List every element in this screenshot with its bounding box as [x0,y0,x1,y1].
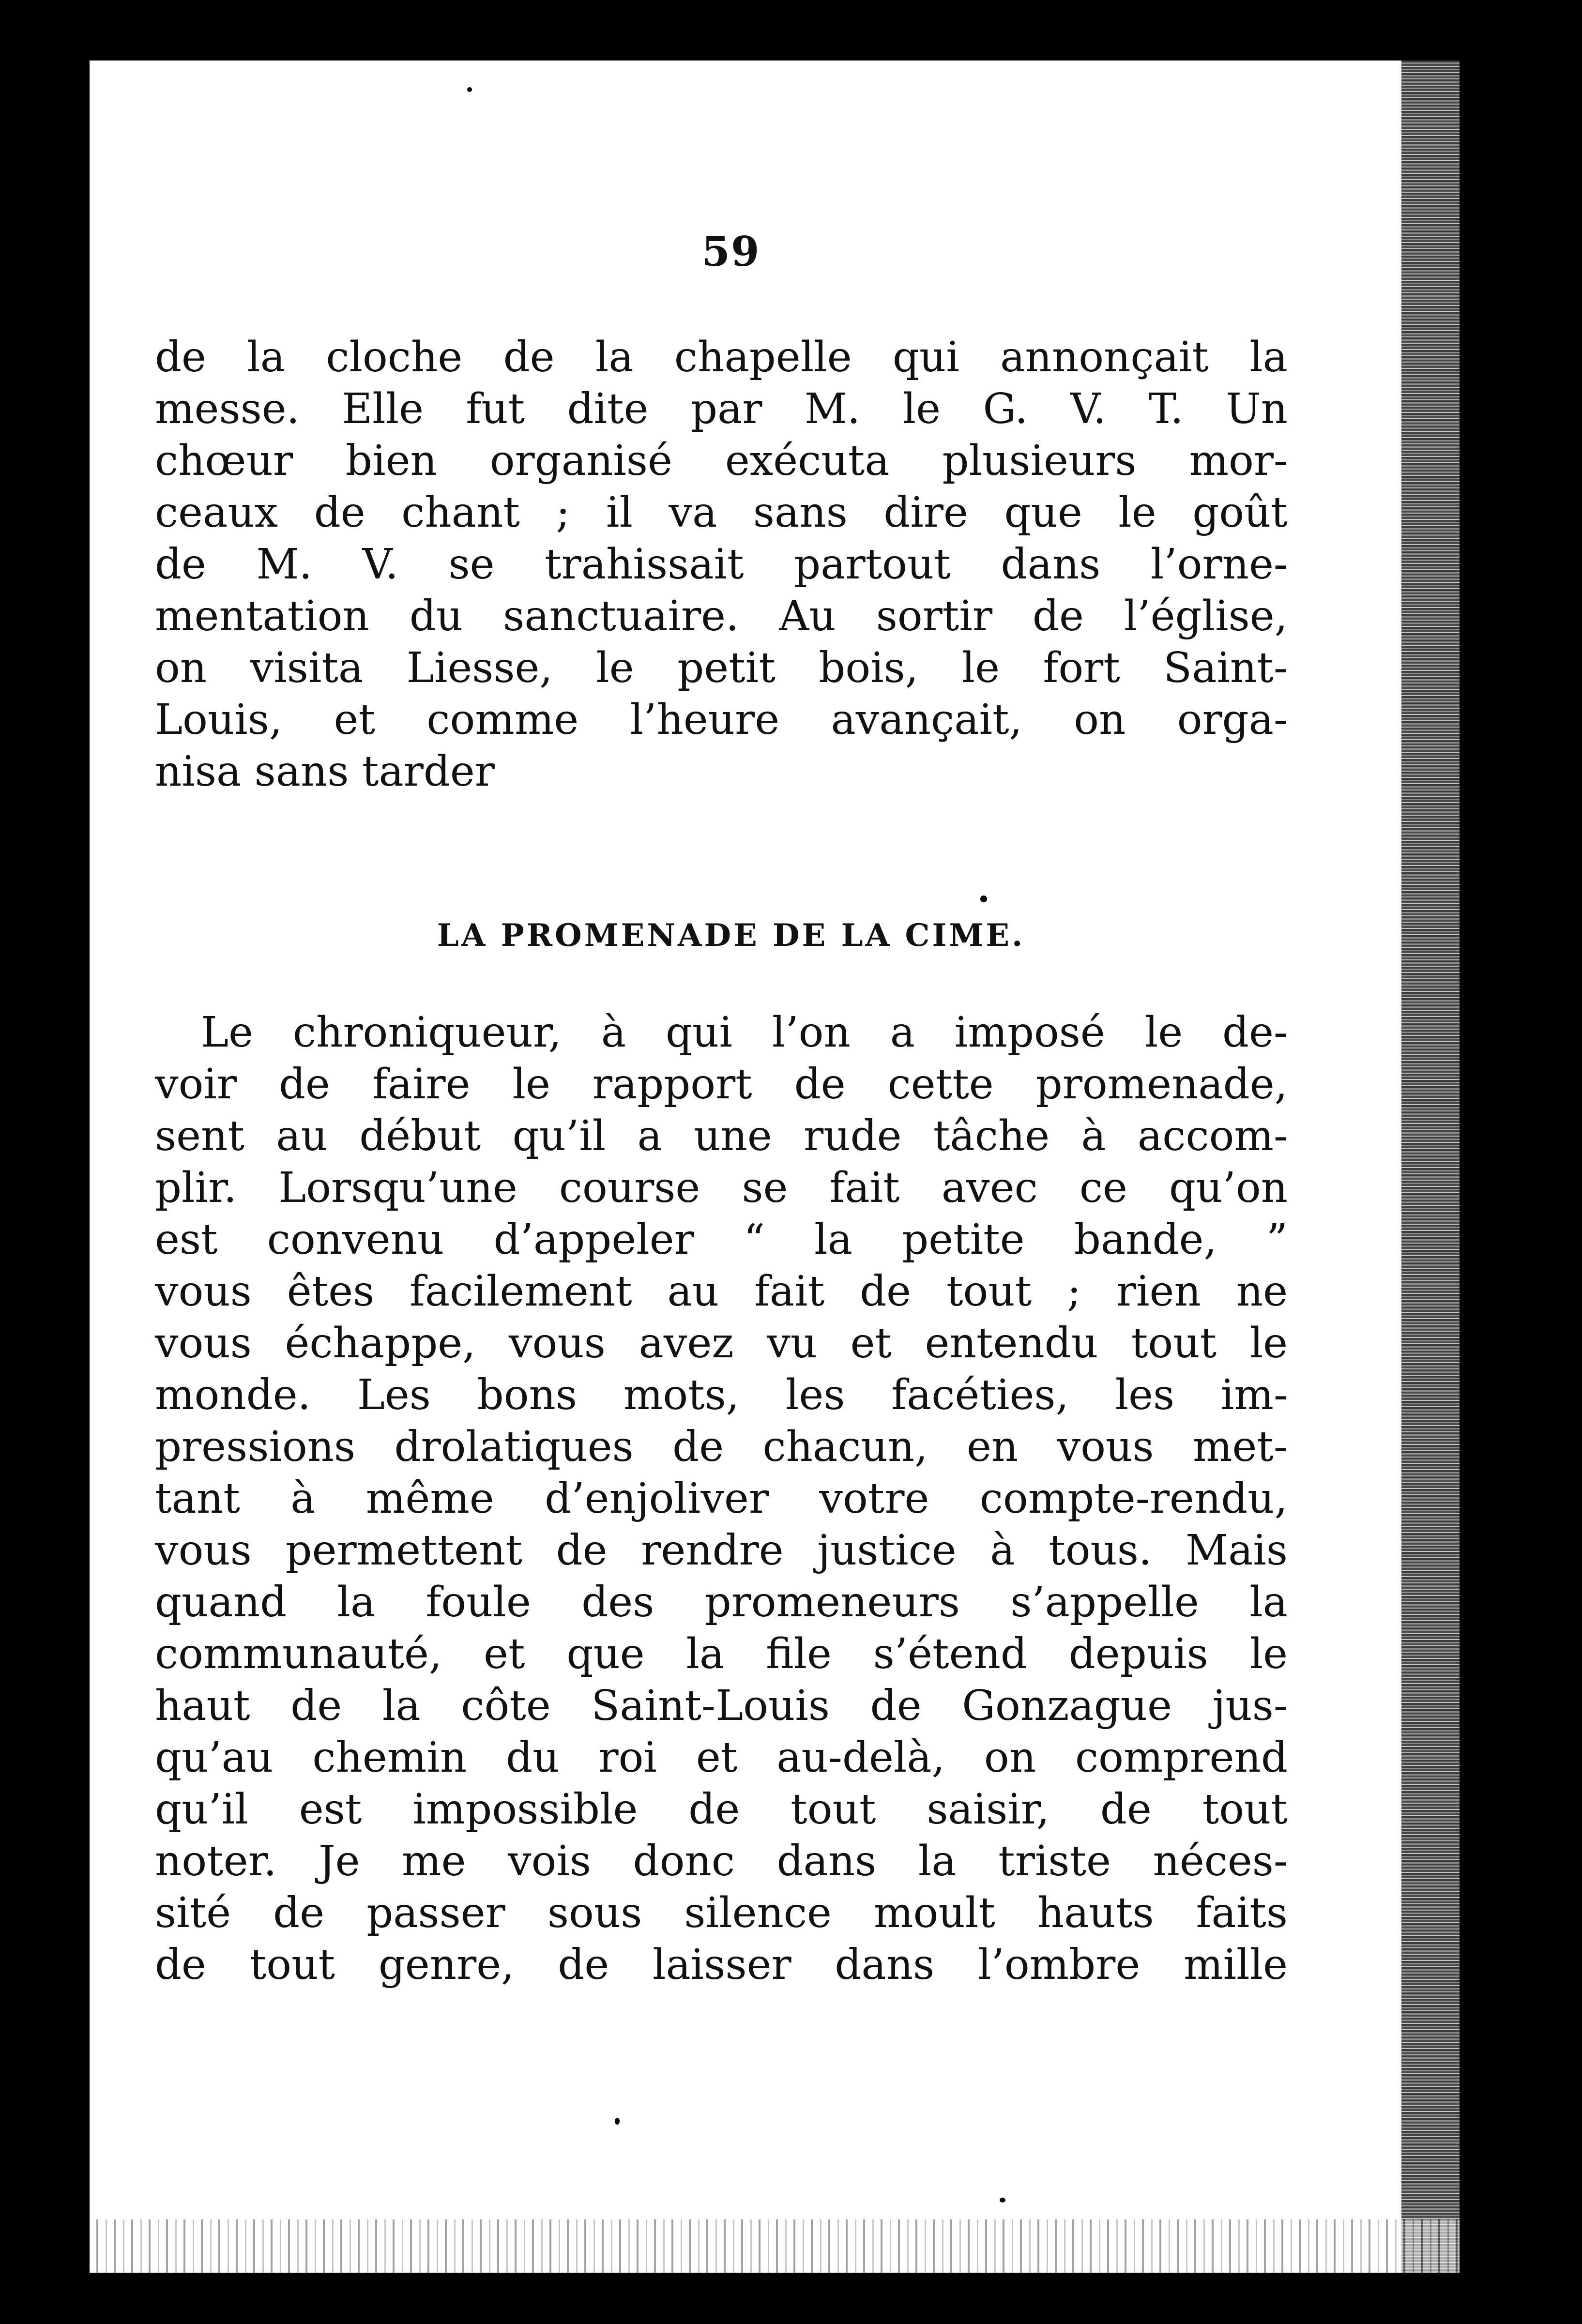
text-line: haut de la côte Saint-Louis de Gonzague jus- [155,1682,1288,1730]
paragraph-1 [155,332,1288,798]
text-line: mentation du sanctuaire. Au sortir de l’église, [155,592,1288,640]
text-line: de la cloche de la chapelle qui annonçait la [155,333,1288,381]
text-line: qu’au chemin du roi et au-delà, on comprend [155,1733,1288,1782]
page-number: 59 [701,228,761,275]
page-spine-edge [1401,61,1460,2273]
text-line: monde. Les bons mots, les facéties, les im- [155,1371,1288,1419]
text-line: sité de passer sous silence moult hauts faits [155,1889,1288,1937]
paragraph-2 [155,1007,1288,1991]
text-line: Louis, et comme l’heure avançait, on orga- [155,696,1288,744]
text-line: est convenu d’appeler “ la petite bande, ” [155,1215,1288,1264]
ink-speck [1000,2198,1005,2202]
page-bottom-edge [90,2219,1460,2273]
text-line: vous permettent de rendre justice à tous. Mais [155,1526,1288,1575]
text-line: sent au début qu’il a une rude tâche à accom- [155,1112,1288,1160]
text-line: voir de faire le rapport de cette promenade, [155,1060,1288,1109]
text-line: communauté, et que la file s’étend depuis le [155,1630,1288,1678]
text-line: nisa sans tarder [155,747,495,796]
ink-speck [467,87,472,92]
text-line: chœur bien organisé exécuta plusieurs mor- [155,437,1288,485]
book-page [90,61,1460,2273]
text-line: qu’il est impossible de tout saisir, de tout [155,1785,1288,1834]
section-heading: LA PROMENADE DE LA CIME. [437,917,1025,954]
text-line: de tout genre, de laisser dans l’ombre mille [155,1941,1288,1989]
text-line: plir. Lorsqu’une course se fait avec ce qu’on [155,1164,1288,1212]
text-line: tant à même d’enjoliver votre compte-rendu, [155,1474,1288,1523]
text-line: on visita Liesse, le petit bois, le fort Saint- [155,644,1288,692]
text-line: ceaux de chant ; il va sans dire que le goût [155,488,1288,537]
text-line: vous échappe, vous avez vu et entendu tout le [155,1319,1288,1367]
ink-speck [615,2118,620,2125]
text-line: vous êtes facilement au fait de tout ; rien ne [155,1267,1288,1316]
ink-speck [980,896,987,902]
text-line: pressions drolatiques de chacun, en vous met- [155,1423,1288,1471]
text-line: messe. Elle fut dite par M. le G. V. T. Un [155,385,1288,433]
text-line: de M. V. se trahissait partout dans l’orne- [155,540,1288,589]
text-line: Le chroniqueur, à qui l’on a imposé le de- [201,1008,1288,1057]
text-line: noter. Je me vois donc dans la triste néces- [155,1837,1288,1885]
text-line: quand la foule des promeneurs s’appelle la [155,1578,1288,1626]
